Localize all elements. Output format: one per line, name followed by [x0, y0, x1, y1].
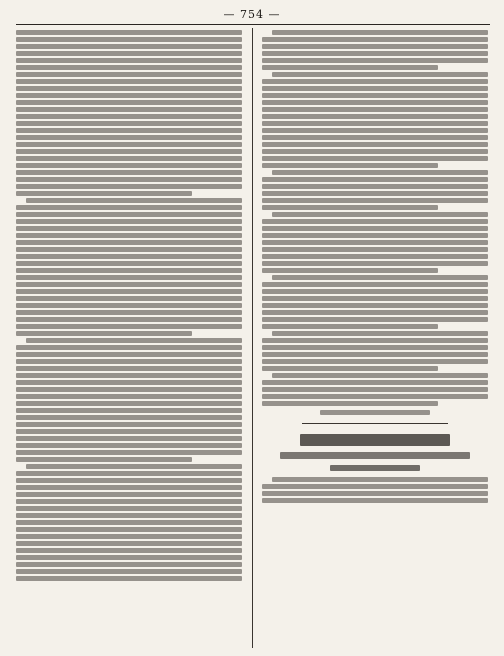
text-line: [16, 268, 242, 273]
text-line: [16, 562, 242, 567]
text-line: [16, 415, 242, 420]
text-line: [262, 156, 488, 161]
text-line: [16, 296, 242, 301]
section-byline: [262, 452, 488, 459]
text-line: [262, 191, 488, 196]
text-line: [262, 401, 438, 406]
right-column: [262, 30, 488, 648]
text-line: [272, 212, 488, 217]
text-line: [16, 205, 242, 210]
text-line: [16, 289, 242, 294]
text-line: [16, 191, 192, 196]
text-line: [262, 142, 488, 147]
text-line: [16, 394, 242, 399]
text-line: [16, 275, 242, 280]
text-line: [16, 233, 242, 238]
text-line: [262, 484, 488, 489]
text-line: [16, 128, 242, 133]
text-line: [16, 114, 242, 119]
text-line: [16, 247, 242, 252]
text-line: [16, 422, 242, 427]
text-line: [16, 331, 192, 336]
text-line: [16, 450, 242, 455]
text-line: [262, 310, 488, 315]
text-line: [262, 491, 488, 496]
text-line: [16, 58, 242, 63]
text-line: [262, 79, 488, 84]
text-line: [16, 408, 242, 413]
section-byline-text: [280, 452, 470, 459]
text-line: [16, 310, 242, 315]
text-line: [272, 170, 488, 175]
text-line: [26, 198, 242, 203]
text-line: [16, 51, 242, 56]
text-line: [16, 100, 242, 105]
text-line: [16, 177, 242, 182]
text-line: [262, 65, 438, 70]
text-line: [16, 37, 242, 42]
text-line: [272, 275, 488, 280]
text-line: [262, 352, 488, 357]
text-line: [16, 282, 242, 287]
text-line: [16, 359, 242, 364]
text-line: [16, 555, 242, 560]
text-line: [16, 86, 242, 91]
text-line: [16, 471, 242, 476]
text-line: [262, 289, 488, 294]
text-line: [262, 394, 488, 399]
text-line: [16, 506, 242, 511]
text-line: [16, 212, 242, 217]
text-line: [16, 520, 242, 525]
text-line: [262, 177, 488, 182]
text-line: [272, 30, 488, 35]
text-line: [16, 72, 242, 77]
text-line: [262, 240, 488, 245]
text-line: [16, 184, 242, 189]
text-line: [262, 58, 488, 63]
text-line: [16, 513, 242, 518]
text-line: [16, 303, 242, 308]
text-line: [16, 478, 242, 483]
text-line: [272, 331, 488, 336]
text-line: [262, 233, 488, 238]
text-line: [262, 345, 488, 350]
text-line: [16, 443, 242, 448]
text-line: [16, 527, 242, 532]
text-line: [16, 457, 192, 462]
continuation-text: [320, 410, 430, 415]
text-line: [16, 219, 242, 224]
section-rule: [302, 423, 448, 424]
text-line: [262, 44, 488, 49]
text-line: [262, 303, 488, 308]
text-line: [16, 548, 242, 553]
text-line: [262, 184, 488, 189]
text-line: [16, 142, 242, 147]
text-line: [16, 65, 242, 70]
text-line: [272, 373, 488, 378]
text-line: [262, 198, 488, 203]
text-line: [262, 387, 488, 392]
text-line: [262, 359, 488, 364]
text-line: [262, 296, 488, 301]
text-line: [16, 254, 242, 259]
section-heading-text: [300, 434, 450, 446]
text-line: [262, 380, 488, 385]
text-line: [16, 576, 242, 581]
text-line: [16, 485, 242, 490]
text-line: [16, 373, 242, 378]
text-line: [262, 366, 438, 371]
continuation-note: [262, 410, 488, 415]
text-line: [26, 464, 242, 469]
text-line: [262, 317, 488, 322]
text-line: [16, 499, 242, 504]
text-line: [272, 72, 488, 77]
text-line: [262, 128, 488, 133]
text-line: [16, 541, 242, 546]
text-line: [262, 37, 488, 42]
text-line: [16, 93, 242, 98]
text-line: [262, 282, 488, 287]
text-line: [16, 226, 242, 231]
text-line: [262, 100, 488, 105]
text-line: [16, 240, 242, 245]
text-line: [262, 205, 438, 210]
text-line: [16, 79, 242, 84]
text-line: [16, 170, 242, 175]
text-line: [262, 268, 438, 273]
text-line: [262, 254, 488, 259]
text-line: [16, 44, 242, 49]
text-line: [16, 317, 242, 322]
header-rule: [16, 24, 490, 25]
text-line: [262, 93, 488, 98]
text-line: [16, 366, 242, 371]
text-line: [262, 86, 488, 91]
text-line: [16, 436, 242, 441]
text-line: [16, 30, 242, 35]
story-title-text: [330, 465, 420, 471]
text-line: [262, 219, 488, 224]
text-line: [262, 226, 488, 231]
text-line: [16, 135, 242, 140]
text-line: [262, 261, 488, 266]
text-line: [16, 261, 242, 266]
text-line: [16, 492, 242, 497]
text-line: [16, 387, 242, 392]
text-line: [262, 498, 488, 503]
text-line: [16, 345, 242, 350]
text-line: [16, 107, 242, 112]
text-line: [262, 247, 488, 252]
text-line: [262, 51, 488, 56]
text-line: [16, 352, 242, 357]
text-line: [16, 156, 242, 161]
text-line: [16, 121, 242, 126]
text-line: [16, 163, 242, 168]
text-line: [262, 338, 488, 343]
text-line: [272, 477, 488, 482]
text-line: [16, 380, 242, 385]
text-line: [16, 324, 242, 329]
column-divider: [252, 28, 253, 648]
text-line: [262, 135, 488, 140]
text-line: [16, 569, 242, 574]
text-line: [16, 534, 242, 539]
page-number: — 754 —: [223, 8, 281, 21]
text-line: [16, 429, 242, 434]
text-line: [262, 114, 488, 119]
text-line: [262, 324, 438, 329]
text-line: [262, 121, 488, 126]
text-line: [262, 163, 438, 168]
text-line: [16, 149, 242, 154]
text-line: [262, 107, 488, 112]
text-line: [262, 149, 488, 154]
section-heading: [262, 434, 488, 446]
text-line: [16, 401, 242, 406]
text-line: [26, 338, 242, 343]
story-title: [262, 465, 488, 471]
left-column: [16, 30, 242, 648]
